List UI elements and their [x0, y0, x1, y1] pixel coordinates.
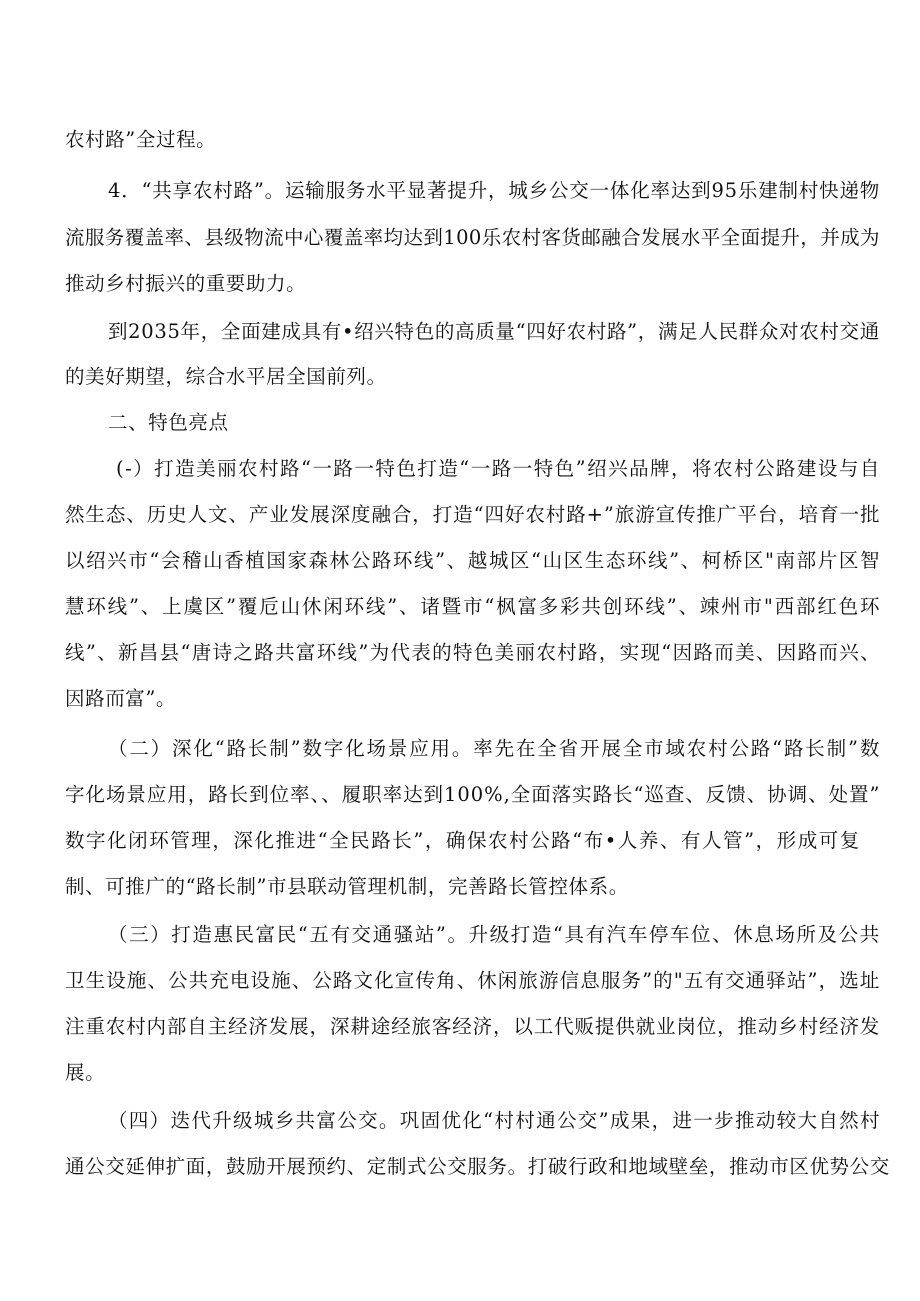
text-line: 卫生设施、公共充电设施、公路文化宣传角、休闲旅游信息服务”的"五有交通驿站”，选址	[65, 969, 881, 992]
text-line: 4．“共享农村路”。运输服务水平显著提升，城乡公交一体化率达到95乐建制村快递物	[108, 179, 881, 202]
text-line: 数字化闭环管理，深化推进“全民路长”，确保农村公路“布•人养、有人管”，形成可复	[65, 829, 861, 852]
section-heading: 二、特色亮点	[108, 411, 229, 434]
text-line: 展。	[65, 1061, 106, 1084]
text-line: 字化场景应用，路长到位率、、履职率达到100%,全面落实路长“巡查、反馈、协调、处置”	[65, 783, 881, 806]
text-line: 的美好期望，综合水平居全国前列。	[65, 365, 387, 388]
text-line: 注重农村内部自主经济发展，深耕途经旅客经济，以工代贩提供就业岗位，推动乡村经济发	[65, 1015, 881, 1038]
text-line: （四）迭代升级城乡共富公交。巩固优化“村村通公交”成果，进一步推动较大自然村	[108, 1109, 881, 1132]
text-line: 通公交延伸扩面，鼓励开展预约、定制式公交服务。打破行政和地域壁垒，推动市区优势公交	[65, 1155, 890, 1178]
text-line: 流服务覆盖率、县级物流中心覆盖率均达到100乐农村客货邮融合发展水平全面提升，并成为	[65, 226, 880, 249]
text-line: 以绍兴市“会稽山香植国家森林公路环线”、越城区“山区生态环线”、柯桥区"南部片区智	[65, 549, 882, 572]
text-line: 因路而富”。	[65, 687, 177, 710]
text-line: 慧环线”、上虞区”覆卮山休闲环线”、诸暨市“枫富多彩共创环线”、竦州市"西部红色环	[65, 595, 882, 618]
text-line: 制、可推广的“路长制”市县联动管理机制，完善路长管控体系。	[65, 875, 629, 898]
text-line: 农村路”全过程。	[65, 128, 217, 151]
text-line: 然生态、历史人文、产业发展深度融合，打造“四好农村路+”旅游宣传推广平台，培育一批	[65, 503, 881, 526]
text-line: （三）打造惠民富民“五有交通骚站”。升级打造“具有汽车停车位、休息场所及公共	[108, 923, 881, 946]
text-line: 线”、新昌县“唐诗之路共富环线”为代表的特色美丽农村路，实现“因路而美、因路而兴、	[65, 641, 881, 664]
text-line: (-）打造美丽农村路“一路一特色打造“一路一特色”绍兴品牌，将农村公路建设与自	[116, 457, 881, 480]
text-line: 推动乡村振兴的重要助力。	[65, 272, 307, 295]
text-line: （二）深化“路长制”数字化场景应用。率先在全省开展全市域农村公路“路长制”数	[108, 737, 882, 760]
text-line: 到2035年，全面建成具有•绍兴特色的高质量“四好农村路”，满足人民群众对农村交通	[108, 320, 880, 343]
